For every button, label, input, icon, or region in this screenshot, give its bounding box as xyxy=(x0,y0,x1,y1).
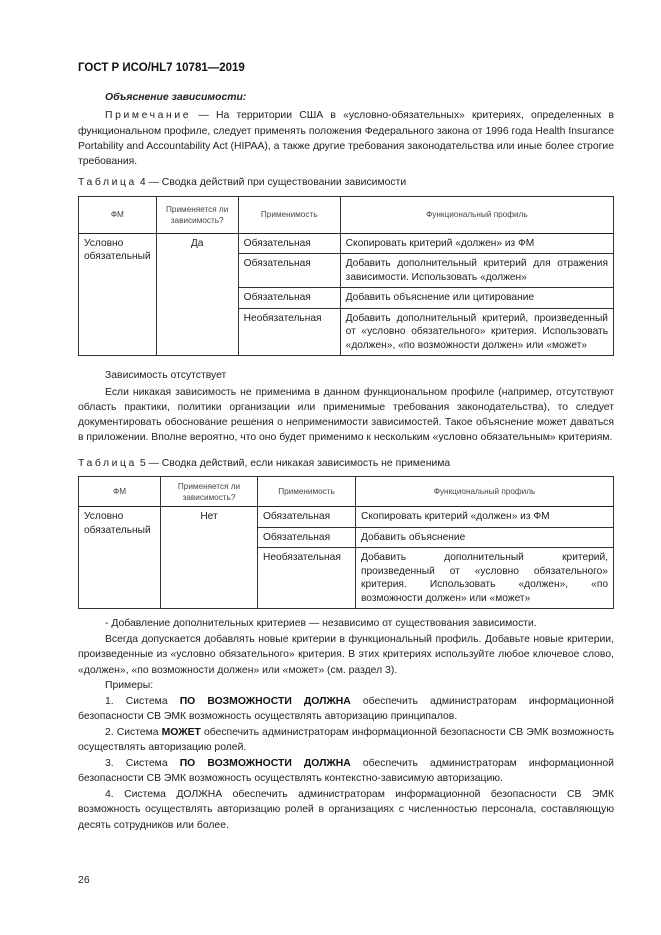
column-header: Применимость xyxy=(258,477,356,507)
column-header: Применяется ли зависимость? xyxy=(161,477,258,507)
example-text: 2. Система xyxy=(105,726,162,738)
examples-label: Примеры: xyxy=(105,680,154,692)
example-item xyxy=(78,725,614,756)
note-paragraph xyxy=(78,108,614,169)
applicability-cell: Обязательная xyxy=(238,254,340,288)
example-text: 4. Система ДОЛЖНА обеспечить администраторам информационной безопасности СВ ЭМК возможность осуществлять авторизацию ролей в организациях с численностью персонала, составляющую десять сотрудников или более. xyxy=(78,788,614,831)
profile-cell: Добавить дополнительный критерий, произведенный от «условно обязательного» критерия. Использовать «должен», «по возможности должен» или «может» xyxy=(340,308,613,356)
column-header: Функциональный профиль xyxy=(356,477,614,507)
applicability-cell: Обязательная xyxy=(238,233,340,254)
table5-caption xyxy=(78,456,614,471)
keyword: ПО ВОЗМОЖНОСТИ ДОЛЖНА xyxy=(179,695,351,707)
note-text: — На территории США в «условно-обязательных» критериях, определенных в функциональном профиле, следует применять положения Федерального закона от 1996 года Health Insurance Portability and Accountability Act (HIPAA), а также другие требования законодательства или иные более строгие требования. xyxy=(78,110,614,168)
applicability-cell: Обязательная xyxy=(258,507,356,528)
profile-cell: Добавить объяснение или цитирование xyxy=(340,288,613,309)
example-item xyxy=(78,756,614,787)
caption-label: Таблица xyxy=(78,457,137,469)
applies-cell: Нет xyxy=(161,507,258,609)
table-4 xyxy=(78,196,614,357)
column-header: ФМ xyxy=(79,477,161,507)
profile-cell: Добавить дополнительный критерий, произведенный от «условно обязательного» критерия. Использовать «должен», «по возможности должен» или «может» xyxy=(356,548,614,609)
section-title: Объяснение зависимости: xyxy=(105,92,247,103)
column-header: Функциональный профиль xyxy=(340,196,613,233)
applicability-cell: Обязательная xyxy=(238,288,340,309)
keyword: ПО ВОЗМОЖНОСТИ ДОЛЖНА xyxy=(179,757,351,769)
applies-cell: Да xyxy=(156,233,238,356)
bullet-item: - Добавление дополнительных критериев — независимо от существования зависимости. xyxy=(105,618,537,630)
subheading: Зависимость отсутствует xyxy=(105,370,227,382)
column-header: ФМ xyxy=(79,196,157,233)
profile-cell: Добавить объяснение xyxy=(356,527,614,548)
page-number: 26 xyxy=(78,874,90,887)
example-text: обеспечить администраторам информационной безопасности СВ ЭМК возможность осуществлять авторизацию принципалов. xyxy=(78,695,614,723)
keyword: МОЖЕТ xyxy=(161,726,201,738)
page-content xyxy=(78,61,614,887)
example-item xyxy=(78,787,614,834)
example-text: 1. Система xyxy=(105,695,180,707)
additional-criteria-section xyxy=(78,616,614,833)
note-label: Примечание xyxy=(105,110,192,122)
applicability-cell: Необязательная xyxy=(238,308,340,356)
applicability-cell: Обязательная xyxy=(258,527,356,548)
table-row xyxy=(79,233,614,254)
example-item xyxy=(78,694,614,725)
table-5 xyxy=(78,476,614,609)
document-header: ГОСТ Р ИСО/HL7 10781—2019 xyxy=(78,62,245,74)
fm-cell: Условно обязательный xyxy=(79,507,161,609)
profile-cell: Скопировать критерий «должен» из ФМ xyxy=(356,507,614,528)
applicability-cell: Необязательная xyxy=(258,548,356,609)
caption-label: Таблица xyxy=(78,177,137,189)
caption-text: 5 — Сводка действий, если никакая зависимость не применима xyxy=(136,457,451,469)
table-row xyxy=(79,507,614,528)
profile-cell: Добавить дополнительный критерий для отражения зависимости. Использовать «должен» xyxy=(340,254,613,288)
caption-text: 4 — Сводка действий при существовании зависимости xyxy=(136,177,407,189)
example-text: обеспечить администраторам информационной безопасности СВ ЭМК возможность осуществлять контекстно-зависимую авторизацию. xyxy=(78,757,614,785)
example-text: 3. Система xyxy=(105,757,180,769)
column-header: Применимость xyxy=(238,196,340,233)
profile-cell: Скопировать критерий «должен» из ФМ xyxy=(340,233,613,254)
example-text: обеспечить администраторам информационной безопасности СВ ЭМК возможность осуществлять авторизацию ролей. xyxy=(78,726,614,754)
table4-caption xyxy=(78,175,614,190)
paragraph: Всегда допускается добавлять новые критерии в функциональный профиль. Добавьте новые критерии, произведенные из «условно обязательного» критерия. В этих критериях используйте любое ключевое слово, «должен», «по возможности должен» или «может» (см. раздел 3). xyxy=(78,633,614,676)
fm-cell: Условно обязательный xyxy=(79,233,157,356)
paragraph: Если никакая зависимость не применима в данном функциональном профиле (например, отсутствуют область практики, политики организации или применимые требования законодательства), то следует документировать обоснование решения о неприменимости зависимостей. Такое объяснение может даваться в приложении. Вполне вероятно, что оно будет применимо к нескольким «условно обязательным» критериям. xyxy=(78,386,614,444)
column-header: Применяется ли зависимость? xyxy=(156,196,238,233)
